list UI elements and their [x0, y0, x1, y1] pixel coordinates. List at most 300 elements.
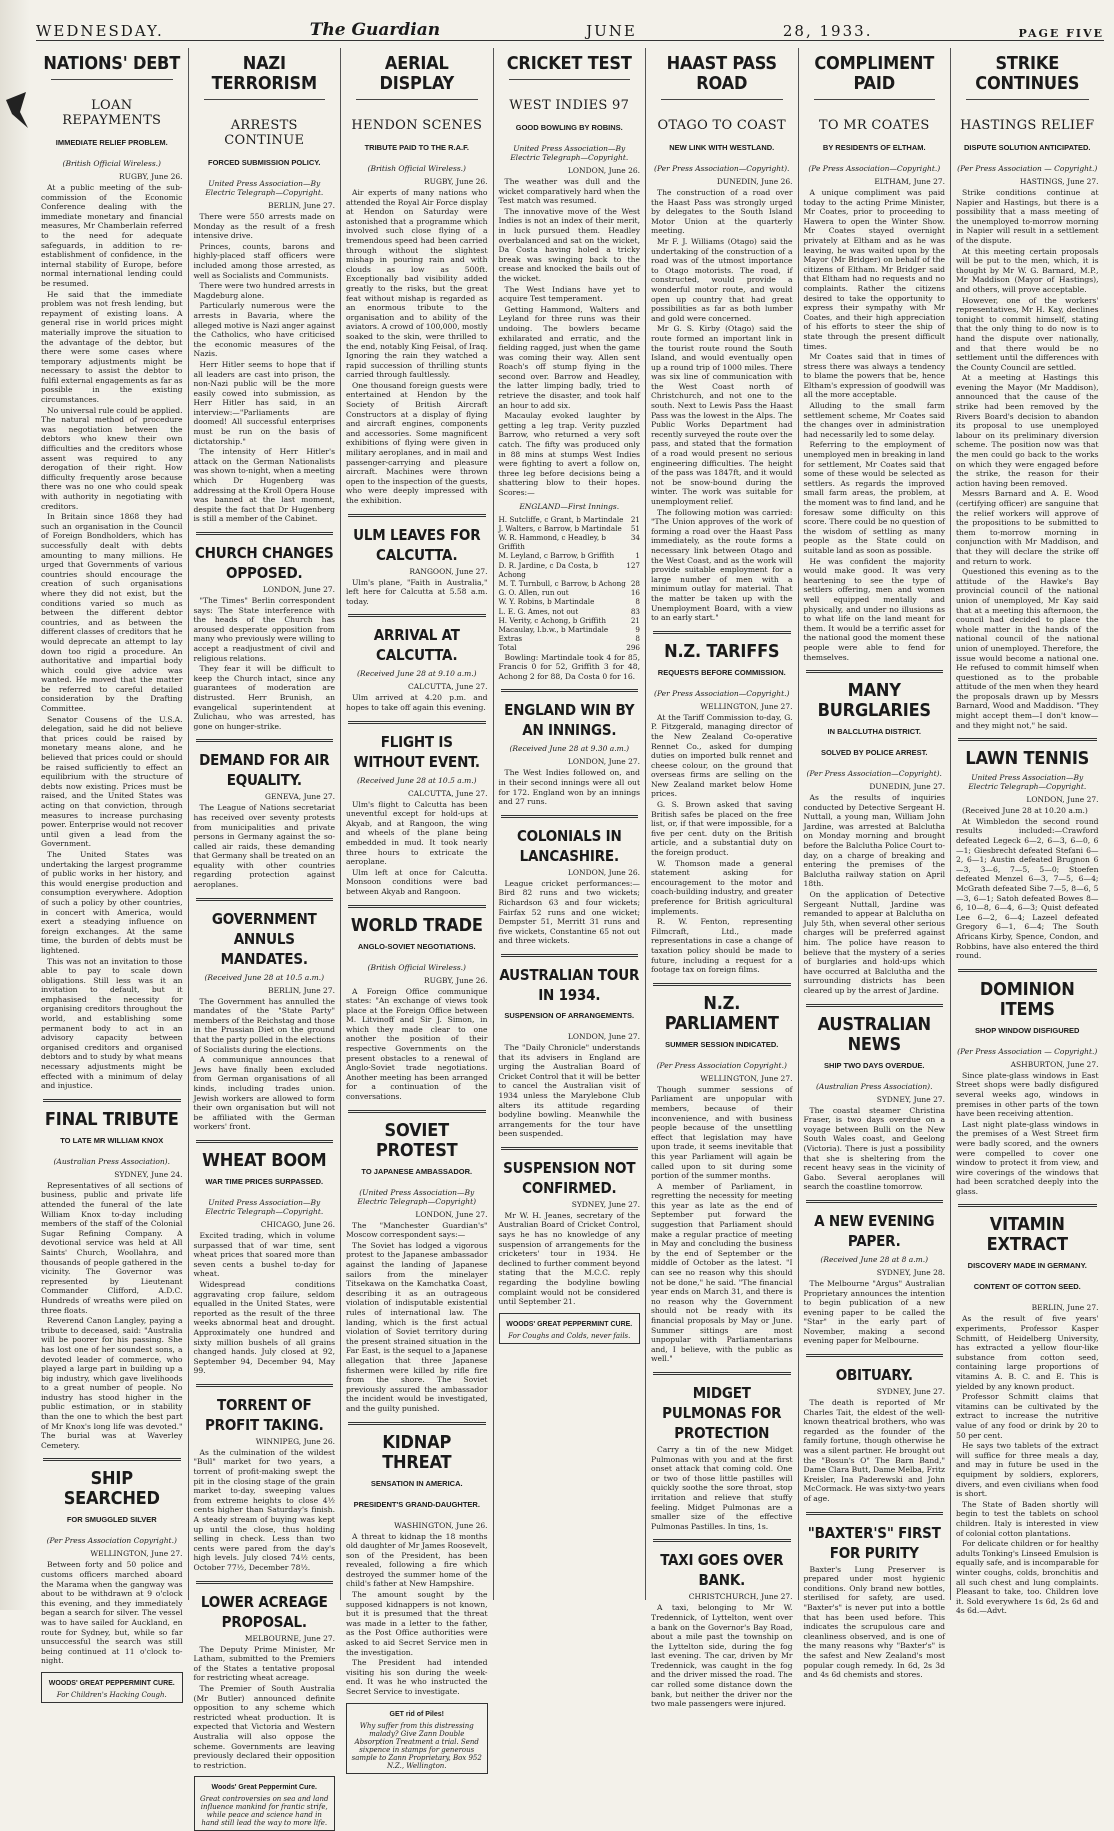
article-paragraph: Though summer sessions of Parliament are unpopular with members, because of their inconvenience, and with business people because of the unsettling effect that legislation may have upon trade, it seems inevitable that this year Parliament will again be called upon to sit during some portion of the summer months.: [651, 1084, 793, 1181]
batsman: J. Walters, c Barrow, b Martindale: [498, 523, 622, 533]
article-paragraph: Referring to the employment of unemployed men in breaking in land for settlement, Mr Coates said that some of these would be selected as settlers. As regards the improved small farm areas, the problem, at the moment was to find land, and he foresaw some difficulty on this score. There could be no question of the wisdom of settling as many people as the State could on suitable land as soon as possible.: [803, 440, 945, 555]
article-paragraph: One thousand foreign guests were entertained at Hendon by the Society of British Aircraft Constructors at a display of flying and aircraft engines, components and accessories. Some magnificent exhibitions of flying were given in military aeroplanes, and in mail and passenger-carrying and pleasure aircraft. Machines were thrown open to the inspection of the guests, who were deeply impressed with the exhibition.: [346, 380, 488, 505]
article: [651, 54, 793, 623]
article-paragraph: The amount sought by the supposed kidnappers is not known, but it is presumed that the threat was made in a letter to the father, as the Post Office authorities were asked to aid Secret Service men in the investigation.: [346, 1590, 488, 1657]
article-headline: MANY BURGLARIES: [817, 680, 931, 722]
article-headline: "BAXTER'S" FIRST FOR PURITY: [807, 1523, 941, 1562]
article-headline: SHIP SEARCHED: [63, 1468, 160, 1510]
article: [346, 721, 488, 897]
column-2: [189, 48, 342, 1828]
article-paragraph: "The Times" Berlin correspondent says: The State interference with the heads of the Church has aroused desperate opposition from many who previously were willing to accept a readjustment of civil and religious relations.: [193, 596, 335, 663]
article-paragraph: Ulm left at once for Calcutta. Monsoon conditions were bad between Akyab and Rangoon.: [346, 867, 488, 896]
article-dateline: WELLINGTON, June 27.: [700, 1073, 793, 1083]
article-dateline: BERLIN, June 27.: [1031, 1303, 1099, 1313]
article-dateline: BERLIN, June 27.: [268, 201, 335, 210]
article-deck: GOOD BOWLING BY ROBINS.: [515, 123, 623, 132]
section-divider: [806, 1354, 944, 1357]
article-paragraph: Princes, counts, barons and highly-placed staff officers were included among those arrested, as well as Socialists and Communists.: [193, 241, 335, 280]
article-deck: SHOP WINDOW DISFIGURED: [975, 1025, 1080, 1035]
batsman: M. Leyland, c Barrow, b Griffith: [498, 551, 615, 561]
article: [651, 631, 793, 975]
article-deck: DISPUTE SOLUTION ANTICIPATED.: [963, 143, 1091, 152]
headline-rule: [51, 79, 173, 80]
article-paragraph: Mr F. J. Williams (Otago) said the undertaking of the construction of a road was of the utmost importance to Otago motorists. The road, if constructed, would provide a wonderful motor route, and would open up country that had great possibilities as far as both lumber and gold were concerned.: [651, 236, 793, 323]
article: [804, 670, 946, 995]
article-headline: FINAL TRIBUTE: [44, 1108, 179, 1130]
article: [346, 1110, 488, 1414]
article-dateline: LONDON, June 27.: [567, 1031, 640, 1041]
article-paragraph: Questioned this evening as to the attitude of the Hawke's Bay provincial council of the national union of unemployed, Mr Kay said that at a meeting this afternoon, the council had decided to place the whole matter in the hands of the national council of the national union of unemployed. Therefore, the issue would become a national one. He refused to commit himself when questioned as to the probable attitude of the men when they heard the proposals drawn up by Messrs Barnard, Wood and Maddison. "They might accept them—I don't know—and they might not," he said.: [956, 567, 1099, 730]
advertisement: [41, 1672, 183, 1703]
article-paragraph: The Government has annulled the mandates of the "State Party" members of the Reichstag and those in the Prussian Diet on the ground that the party polled in the elections of Socialists during the elections.: [193, 996, 335, 1054]
masthead-paper-name: The Guardian: [309, 20, 441, 40]
article-dateline: WELLINGTON, June 27.: [90, 1549, 183, 1559]
article-deck: BY RESIDENTS OF ELTHAM.: [822, 143, 926, 152]
article-paragraph: Senator Cousens of the U.S.A. delegation, said he did not believe that prices could be raised by monetary means alone, and he believed that prices could or should be raised sufficiently to effect an equilibrium with the structure of debts now existing. Prices must be raised, and the United States was acting on that conviction, through measures to increase purchasing power. Enterprise would not recover until given a lead from the Government.: [41, 714, 183, 849]
article-subhead: OTAGO TO COAST: [657, 118, 786, 133]
article: [499, 815, 641, 946]
article-paragraph: No universal rule could be applied. The natural method of procedure was negotiation between the debtors who knew their own difficulties and the creditors whose assent was required to any derogation of their right. How difficulty frequently arose because there was no one who could speak with authority in negotiating with creditors.: [41, 405, 183, 511]
runs: 28: [630, 579, 640, 589]
batsman: W. Y. Robins, b Martindale: [498, 597, 595, 607]
article-source: (Per Press Association Copyright.): [46, 1536, 177, 1546]
article: [194, 532, 336, 731]
article-paragraph: He was confident the majority would make good. It was very heartening to see the type of settlers offering, men and women well equipped mentally and physically, and under no illusions as to what life on the land meant for them. It would be a terrific asset for the national good the moment these people were able to fend for themselves.: [803, 556, 945, 662]
article: [346, 54, 488, 506]
article-headline: DEMAND FOR AIR EQUALITY.: [199, 751, 330, 790]
article: [194, 898, 336, 1132]
ad-line: Why suffer from this distressing malady? Give Zann Double Absorption Treatment a trial. Send sixpence in stamps for generous sample to Zann Proprietary, Box 952 N.Z., Wellington.: [351, 1721, 482, 1770]
article-subhead: TO MR COATES: [818, 118, 930, 133]
article-paragraph: A threat to kidnap the 18 months old daughter of Mr James Roosevelt, son of the President, has been revealed, following a fire which destroyed the summer home of the child's father at New Hampshire.: [346, 1531, 488, 1589]
section-divider: [348, 905, 486, 908]
article-paragraph: Mr Coates said that in times of stress there was always a tendency to blame the powers that be, hence Eltham's expression of goodwill was all the more acceptable.: [803, 352, 945, 400]
article-subdeck: PRESIDENT'S GRAND-DAUGHTER.: [353, 1499, 480, 1509]
article-subhead: ARRESTS CONTINUE: [224, 118, 305, 148]
runs: 21: [630, 615, 640, 625]
article-paragraph: The Premier of South Australia (Mr Butler) announced definite opposition to any scheme which restricted wheat production. It is expected that Victoria and Western Australia will also oppose the scheme. Governments are leaving previously declared their opposition to restriction.: [193, 1683, 335, 1770]
headline-rule: [814, 99, 936, 100]
article-headline: WHEAT BOOM: [202, 1149, 327, 1171]
article-paragraph: The United States was undertaking the largest programme of public works in her history, and this would energise production and consumption everywhere. Adoption of such a policy by other countries, in concert with America, would exert a steadying influence on foreign exchanges. At the same time, the burden of debts must be lightened.: [41, 849, 183, 955]
article-dateline: LONDON, June 27.: [1026, 795, 1099, 805]
article-headline: HAAST PASS ROAD: [666, 53, 777, 94]
article-paragraph: Alluding to the small farm settlement scheme, Mr Coates said the changes over in administration had necessarily led to some delay.: [803, 401, 945, 439]
article-dateline: RUGBY, June 26.: [423, 975, 488, 985]
runs: 16: [630, 588, 640, 598]
article-subhead: HENDON SCENES: [351, 118, 483, 133]
headline-rule: [661, 99, 783, 100]
section-divider: [348, 1110, 486, 1113]
article-dateline: DUNEDIN, June 27.: [869, 782, 945, 792]
article-dateline: WINNIPEG, June 26.: [255, 1436, 335, 1446]
batsman: G. O. Allen, run out: [498, 588, 569, 598]
section-divider: [196, 1140, 334, 1143]
runs: 1: [635, 551, 640, 561]
article-dateline: CALCUTTA, June 27.: [407, 682, 488, 692]
masthead-date: 28, 1933.: [782, 22, 873, 40]
article-dateline: LONDON, June 26.: [567, 166, 640, 175]
article-dateline: BERLIN, June 27.: [268, 985, 335, 995]
scorecard-row: [499, 607, 641, 616]
runs: 21: [630, 514, 640, 524]
column-5: [646, 48, 799, 1709]
article-paragraph: This was not an invitation to those able to pay to scale down obligations. Still less was it an invitation to default, but it emphasised the necessity for organising creditors throughout the world, and establishing some permanent body to act in an advisory capacity between organised creditors and organised debtors and to study by what means necessary adjustments might be effected with a minimum of delay and injustice.: [41, 956, 183, 1091]
batsman: D. R. Jardine, c Da Costa, b Achong: [498, 560, 599, 579]
article-paragraph: Ulm arrived at 4.20 p.m. and hopes to take off again this evening.: [346, 693, 488, 712]
article-headline: NAZI TERRORISM: [211, 53, 317, 94]
section-divider: [501, 1147, 639, 1150]
article-paragraph: As the culmination of the wildest "Bull" market for two years, a torrent of profit-making swept the pit in the closing stage of the grain market to-day, sweeping values from extreme heights to close 4½ cents higher than Saturday's finish. A steady stream of buying was kept up until the close, thus holding selling in check. Less than two cents were pared from the day's high levels. July closed 74½ cents, October 77½, December 78½.: [193, 1447, 335, 1572]
section-divider: [806, 1512, 944, 1515]
section-divider: [501, 689, 639, 692]
article-headline: A NEW EVENING PAPER.: [814, 1211, 935, 1250]
article-dateline: ASHBURTON, June 27.: [1010, 1059, 1099, 1069]
article-subdeck: SOLVED BY POLICE ARREST.: [820, 748, 928, 758]
page-fold-shadow: [0, 0, 30, 1610]
section-divider: [501, 954, 639, 957]
runs: 51: [630, 523, 640, 533]
article: [346, 614, 488, 712]
article-headline: TORRENT OF PROFIT TAKING.: [204, 1395, 324, 1434]
ad-title: WOODS' GREAT PEPPERMINT CURE.: [48, 1679, 175, 1687]
runs: 34: [630, 533, 640, 542]
article-dateline: WELLINGTON, June 27.: [700, 701, 793, 711]
article-paragraph: On the application of Detective Sergeant Nuttall, Jardine was remanded to appear at Balclutha on July 5th, when several other serious charges will be preferred against him. The police have reason to believe that the mystery of a series of burglaries and hold-ups which have occurred at Balclutha and the surrounding districts has been cleared up by the arrest of Jardine.: [803, 890, 945, 995]
article: [194, 1140, 336, 1376]
masthead: [36, 18, 1104, 41]
article-paragraph: In Britain since 1868 they had such an organisation in the Council of Foreign Bondholders, which has successfully dealt with debts amounting to many millions. He urged that Governments of various countries should encourage the creation of such organisations where they did not exist, but the conditions varied so much as between the different debtor countries, and as between the different classes of creditors that he would deprecate an attempt to lay down too rigid a procedure. An authoritative and impartial body which could give advice was wanted. He moved that the matter be referred to careful detailed consideration by the Drafting Committee.: [41, 512, 183, 714]
article-headline: ARRIVAL AT CALCUTTA.: [373, 626, 460, 665]
article-deck: NEW LINK WITH WESTLAND.: [669, 143, 775, 152]
article-deck: SHIP TWO DAYS OVERDUE.: [824, 1060, 925, 1070]
article-paragraph: Widespread conditions aggravating crop failure, seldom equalled in the United States, were reported as the result of the three weeks abnormal heat and drought. Approximately one hundred and sixty million bushels of all grains changed hands. July closed at 92, September 94, December 94, May 99.: [193, 1279, 335, 1376]
article: [499, 1147, 641, 1307]
article-dateline: DUNEDIN, June 26.: [716, 177, 793, 186]
article-dateline: LONDON, June 26.: [567, 867, 640, 877]
article-paragraph: As the results of inquiries conducted by Detective Sergeant H. Nuttall, a young man, William John Jardine, was arrested at Balclutha on Monday morning and brought before the Balclutha Police Court to-day, on a charge of breaking and entering the premises of the Balclutha railway station on April 18th.: [803, 793, 945, 889]
article-paragraph: The President had intended visiting his son during the week-end. It was he who instructed the Secret Service to investigate.: [346, 1658, 488, 1696]
article-headline: ULM LEAVES FOR CALCUTTA.: [353, 525, 481, 564]
section-divider: [958, 738, 1097, 741]
article-paragraph: Reverend Canon Langley, paying a tribute to deceased, said: "Australia will be poorer for his passing. She has lost one of her soundest sons, a devoted leader of commerce, who played a large part in building up a big industry, which gave livelihoods to a great number of people. No industry has stood higher in the public estimation, or in stability than the one to which the best part of Mr Knox's long life was devoted." The burial was at Waverley Cemetery.: [41, 1316, 183, 1450]
article-deck: TRIBUTE PAID TO THE R.A.F.: [364, 143, 469, 152]
article-paragraph: He said that the immediate problem was not fresh lending, but repayment of existing loans. A general rise in world prices might materially improve the situation to the advantage of the debtor, but there were some cases where temporary adjustments might be necessary to assist the debtor to fulfil external engagements as far as possible in the existing circumstances.: [41, 289, 183, 405]
article-paragraph: At the Tariff Commission to-day, G. P. Fitzgerald, managing director of the New Zealand Co-operative Rennet Co., asked for dumping duties on imported bulk rennet and cheese colour, on the ground that overseas firms are selling on the New Zealand market below Home prices.: [651, 712, 793, 799]
runs: 8: [635, 597, 640, 607]
article-paragraph: The Melbourne "Argus" Australian Proprietary announces the intention to begin publication of a new evening paper to be called the "Star" in the early part of November, making a second evening paper for Melbourne.: [803, 1278, 945, 1346]
runs: 296: [626, 643, 640, 653]
section-divider: [348, 721, 486, 724]
article-paragraph: At a public meeting of the sub-commission of the Economic Conference dealing with the immediate monetary and financial measures, Mr Chamberlain referred to the need for adequate safeguards, in addition to re-establishment of confidence, in the internal stability of Europe, before normal international lending could be resumed.: [41, 183, 183, 288]
article-paragraph: There were two hundred arrests in Magdeburg alone.: [193, 281, 335, 300]
section-divider: [806, 1200, 944, 1203]
article-dateline: CALCUTTA, June 27.: [407, 788, 488, 798]
article-paragraph: Air experts of many nations who attended the Royal Air Force display at Hendon on Saturday were astonished that a programme which involved such close flying of a tremendous speed had been carried through without the slightest mishap in pouring rain and with clouds as low as 500ft. Exceptionally bad visibility added greatly to the risks, but the great feat without mishap is regarded as an enormous tribute to the organisation and to ability of the aviators. A crowd of 100,000, mostly soaked to the skin, were thrilled to the end, notably King Feisal, of Iraq. Ignoring the rain they watched a rapid succession of thrilling stunts carried through faultlessly.: [346, 188, 488, 380]
article-source: United Press Association—By Electric Telegraph—Copyright.: [510, 144, 629, 162]
advertisement: [346, 1703, 488, 1774]
runs: 8: [635, 634, 640, 644]
article-dateline: ELTHAM, June 27.: [874, 177, 945, 186]
pen-nib-icon: [4, 90, 30, 130]
article-dateline: GENEVA, June 27.: [264, 792, 335, 802]
article-source: (Received June 28 at 9.10 a.m.): [356, 669, 477, 679]
scorecard-row: [499, 533, 641, 551]
article-source: (Received June 28 at 10.5 a.m.): [356, 775, 477, 785]
article-paragraph: G. S. Brown asked that saving British safes be placed on the free list, or, if that were impossible, for a five per cent. duty on the British article, and a substantial duty on the foreign product.: [651, 800, 793, 858]
headline-rule: [509, 79, 631, 80]
article-source: (British Official Wireless.): [367, 164, 466, 173]
article-deck: IMMEDIATE RELIEF PROBLEM.: [55, 138, 168, 147]
article-dateline: RUGBY, June 26.: [118, 172, 183, 181]
article-dateline: LONDON, June 27.: [262, 585, 335, 594]
article-deck: ANGLO-SOVIET NEGOTIATIONS.: [357, 941, 476, 951]
article: [804, 54, 946, 662]
article-deck: SUMMER SESSION INDICATED.: [665, 1039, 779, 1049]
article-headline: ENGLAND WIN BY AN INNINGS.: [504, 701, 635, 740]
bowling-summary: Bowling: Martindale took 4 for 85, Francis 0 for 52, Griffith 3 for 48, Achong 2 for 88, Da Costa 0 for 16.: [498, 652, 640, 681]
section-divider: [348, 514, 486, 517]
article-dateline: LONDON, June 27.: [567, 757, 640, 767]
article-paragraph: However, one of the workers' representatives, Mr H. Kay, declines tonight to commit himself, stating that the only thing to do now is to hand the dispute over nationally, and that there would be no settlement until the differences with the County Council are settled.: [956, 295, 1099, 372]
headline-rule: [356, 99, 478, 100]
article-headline: MIDGET PULMONAS FOR PROTECTION: [662, 1383, 782, 1442]
article-subhead: HASTINGS RELIEF: [960, 118, 1095, 133]
article-headline: FLIGHT IS WITHOUT EVENT.: [353, 732, 480, 771]
section-divider: [196, 1581, 334, 1584]
article-deck: DISCOVERY MADE IN GERMANY.: [967, 1261, 1087, 1271]
article-paragraph: The following motion was carried: "The Union approves of the work of forming a road over the Haast Pass immediately, as the route forms a necessary link between Otago and the West Coast, and as the work will provide suitable employment for a large number of men with a minimum outlay for material. That the matter be taken up with the Unemployment Board, with a view to an early start.": [651, 507, 793, 623]
article-paragraph: The West Indies followed on, and in their second innings were all out for 172. England won by an innings and 27 runs.: [498, 768, 640, 807]
section-divider: [958, 1204, 1097, 1207]
scorecard-row: [499, 634, 641, 643]
article-source: (British Official Wireless.): [367, 962, 466, 972]
runs: 83: [630, 606, 640, 616]
article-paragraph: Carry a tin of the new Midget Pulmonas with you and at the first onset attack that coming cold. One or two of those little pastilles will quickly soothe the sore throat, stop irritation and relieve that stuffy feeling. Midget Pulmonas are a smaller size of the effective Pulmonas Pastilles. In tins, 1s.: [651, 1444, 793, 1531]
ad-line: For Coughs and Colds, never fails.: [508, 1331, 631, 1340]
scorecard-title: ENGLAND—First Innings.: [519, 501, 620, 511]
article-paragraph: Baxter's Lung Preserver is prepared under most hygienic conditions. Only brand new bottles, sterilised for safety, are used. "Baxter's" is never put into a bottle that has been used before. This indicates the scrupulous care and cleanliness observed, and is one of the many reasons why "Baxter's" is the safest and New Zealand's most popular cough remedy. In 6d, 2s 3d and 4s 6d chemists and stores.: [803, 1564, 945, 1680]
article: [499, 689, 641, 806]
scorecard-row: [499, 588, 641, 597]
section-divider: [348, 614, 486, 617]
masthead-page-number: PAGE FIVE: [1018, 27, 1104, 40]
ad-title: GET rid of Piles!: [389, 1710, 444, 1718]
article-paragraph: W. Thomson made a general statement asking for encouragement to the motor and coach-building industry, and greater preference for British agricultural implements.: [651, 858, 793, 916]
scorecard-row: [499, 579, 641, 588]
article-paragraph: At this meeting certain proposals will be put to the men, which, it is thought by Mr W. G. Barnard, M.P., Mr Maddison (Mayor of Hastings), and others, will prove acceptable.: [956, 246, 1099, 294]
article-dateline: MELBOURNE, June 27.: [244, 1633, 335, 1643]
article-source: (British Official Wireless.): [62, 159, 161, 168]
article: [804, 1200, 946, 1346]
article-source: (Australian Press Association).: [816, 1081, 933, 1091]
article-source: (Received June 28 at 9.30 a.m.): [509, 744, 630, 754]
scorecard-row: [499, 551, 641, 560]
article-paragraph: The League of Nations secretariat has received over seventy protests from municipalities and private persons in Germany against the so-called air raids, these demanding that Germany shall be treated on an equality with other countries regarding protection against aeroplanes.: [193, 803, 335, 890]
article-dateline: LONDON, June 27.: [415, 1209, 488, 1219]
article-dateline: SYDNEY, June 28.: [876, 1267, 945, 1277]
article-dateline: SYDNEY, June 27.: [876, 1094, 945, 1104]
article: [651, 983, 793, 1364]
article-paragraph: The innovative move of the West Indies is not an index of their merit, in luck pursued them. Headley overbalanced and sat on the wicket, Da Costa having holed a tricky break was swinging back to the crease and knocked the bails out of the wicket.: [498, 206, 640, 283]
article-headline: STRIKE CONTINUES: [975, 53, 1080, 94]
article: [956, 969, 1099, 1197]
scorecard-row: [499, 643, 641, 652]
section-divider: [958, 969, 1097, 972]
article-headline: AUSTRALIAN NEWS: [817, 1013, 931, 1055]
article-headline: GOVERNMENT ANNULS MANDATES.: [211, 909, 317, 968]
article-paragraph: The Soviet has lodged a vigorous protest to the Japanese ambassador against the landing of Japanese sailors from the minelayer Titsekawa on the Kamchatka Coast, describing it as an outrageous violation of indisputable existential rules of international law. The landing, which is the first actual violation of Soviet territory during the present strained situation in the Far East, is the sequel to a Japanese allegation that three Japanese fishermen were killed by rifle fire from the shore. The Soviet previously assured the ambassador the incident would be investigated, and the guilty punished.: [346, 1240, 488, 1413]
article-deck: SUSPENSION OF ARRANGEMENTS.: [504, 1010, 635, 1020]
article-source: (Per Press Association—Copyright).: [806, 769, 942, 779]
scorecard-row: [499, 597, 641, 606]
article: [956, 1204, 1099, 1615]
article-dateline: SYDNEY, June 24.: [114, 1169, 183, 1179]
article-paragraph: They fear it will be difficult to keep the Church intact, since any guarantees of moderation are distrusted. Herr Brunish, an evangelical superintendent at Zulichau, who was arrested, has gone on hunger-strike.: [193, 664, 335, 731]
article-paragraph: The Deputy Prime Minister, Mr Latham, submitted to the Premiers of the States a tentative proposal for restricting wheat acreage.: [193, 1644, 335, 1683]
article: [194, 739, 336, 889]
article-paragraph: The "Daily Chronicle" understands that its advisers in England are urging the Australian Board of Cricket Control that it will be better to cancel the Australian visit of 1934 unless the Marylebone Club alters its attitude regarding bodyline bowling. Meanwhile the arrangements for the tour have been suspended.: [498, 1042, 640, 1139]
article-paragraph: A communique announces that Jews have finally been excluded from German organisations of all kinds, including trades union. Jewish workers are allowed to form their own organisation but will not be affiliated with the German workers' front.: [193, 1055, 335, 1132]
article-headline: AERIAL DISPLAY: [379, 53, 454, 94]
section-divider: [348, 1422, 486, 1425]
section-divider: [43, 1099, 181, 1102]
article: [804, 1512, 946, 1680]
article-paragraph: The intensity of Herr Hitler's attack on the German Nationalists was shown to-night, when a meeting which Dr Hugenberg was addressing at the Kroll Opera House was banned at the last moment, despite the fact that Dr Hugenberg is still a member of the Cabinet.: [193, 447, 335, 524]
column-3: [341, 48, 494, 1770]
article-headline: SUSPENSION NOT CONFIRMED.: [503, 1158, 636, 1197]
advertisement: [499, 1313, 641, 1344]
article-paragraph: Mr G. S. Kirby (Otago) said the route formed an important link in the tourist route round the South Island, and would eventually open up a round trip of 1000 miles. There was six line of communication with the West Coast north of Christchurch, and not one to the south. Next to Lewis Pass the Haast Pass was the lowest in the Alps. The Public Works Department had recently surveyed the route over the pass, and stated that the formation of a road would present no serious engineering difficulties. The height of the pass was 1847ft, and it would not be snow-bound during the winter. The work was suitable for unemployment relief.: [651, 324, 793, 506]
article-paragraph: Professor Schmitt claims that vitamins can be cultivated by the extract to increase the nutritive value of any food or drink by 20 to 50 per cent.: [956, 1392, 1099, 1440]
article-paragraph: Messrs Barnard and A. E. Wood (certifying officer) are sanguine that the relief workers will approve of the propositions to be submitted to them to-morrow morning in conjunction with Mr Maddison, and that they will declare the strike off and return to work.: [956, 489, 1099, 566]
batsman: W. R. Hammond, c Headley, b Griffith: [498, 533, 607, 552]
article-headline: OBITUARY.: [835, 1366, 913, 1385]
article: [346, 514, 488, 607]
article-headline: NATIONS' DEBT: [43, 53, 181, 74]
article-paragraph: The State of Baden shortly will begin to test the tablets on school children. Italy is interested in view of colonial cotton plantations.: [956, 1499, 1099, 1538]
article-source: (Per Press Association Copyright.): [656, 1060, 787, 1070]
batsman: H. Verity, c Achong, b Griffith: [498, 615, 606, 625]
article-source: (Received June 28 at 8 a.m.): [820, 1254, 929, 1264]
column-6: [799, 48, 952, 1680]
article-subhead: WEST INDIES 97: [509, 98, 630, 113]
article-paragraph: Last night plate-glass windows in the premises of a West Street firm were badly scored, and the owners were compelled to cover one window to protect it from view, and wire coverings of the windows that had been scratched deeply into the glass.: [956, 1119, 1099, 1196]
article-headline: N.Z. PARLIAMENT: [664, 992, 779, 1034]
article-paragraph: Macaulay evoked laughter by getting a leg trap. Verity puzzled Barrow, who returned a very soft catch. The fifty was produced only in 88 mins at stumps West Indies were fighting to avert a follow on, three leg before decisions being a shattering blow to their hopes. Scores:—: [498, 411, 640, 497]
article: [651, 1372, 793, 1531]
batsman: M. T. Turnbull, c Barrow, b Achong: [498, 579, 626, 589]
article-paragraph: Representatives of all sections of business, public and private life attended the funeral of the late William Knox to-day including members of the staff of the Colonial Sugar Refining Company. A devotional service was held at All Saints' Church, Woollahra, and thousands of people gathered in the vicinity. The Governor was represented by Lieutenant Commander Clifford, A.D.C. Hundreds of wreaths were piled on three floats.: [41, 1180, 183, 1315]
article-headline: AUSTRALIAN TOUR IN 1934.: [499, 965, 640, 1004]
article-paragraph: A taxi, belonging to Mr W. Tredennick, of Lyttelton, went over a bank on the Governor's Bay Road, about a mile past the township on the Lyttelton side, during the fog last evening. The car, driven by Mr Tredennick, was caught in the fog and the driver missed the road. The car rolled some distance down the bank, but neither the driver nor the two male passengers were injured.: [651, 1603, 793, 1709]
article: [346, 905, 488, 1102]
article-source: (Australian Press Association).: [53, 1156, 170, 1166]
article-headline: VITAMIN EXTRACT: [986, 1214, 1068, 1256]
article-paragraph: The death is reported of Mr Charles Tait, the eldest of the well-known theatrical brothers, who was regarded as the founder of the family fortune, though otherwise he was a silent partner. He brought out the "Bosun's O" The Barn Band," Dame Clara Butt, Dame Melba, Fritz Kreisler, Ina Paderewski and John McCormack. He was sixty-two years of age.: [803, 1398, 945, 1503]
ad-line: For Children's Hacking Cough.: [56, 1690, 167, 1699]
article-dateline: SYDNEY, June 27.: [571, 1199, 640, 1209]
article-paragraph: Strike conditions continue at Napier and Hastings, but there is a possibility that a mass meeting of the unemployed to-morrow morning in Napier will result in a settlement of the dispute.: [956, 188, 1099, 245]
scorecard-row: [499, 616, 641, 625]
article-source: (Per Press Association—Copyright).: [654, 164, 790, 173]
article-paragraph: (Received June 28 at 10.20 a.m.): [962, 806, 1088, 816]
article-paragraph: League cricket performances:—Bird 82 runs and two wickets; Richardson 63 and four wickets; Fairfax 52 runs and one wicket; Dempster 51, Merritt 31 runs and five wickets, Constantine 65 not out and three wickets.: [498, 878, 640, 946]
batsman: Macaulay, l.b.w., b Martindale: [498, 625, 609, 635]
article: [346, 1422, 488, 1697]
article-headline: COLONIALS IN LANCASHIRE.: [516, 826, 622, 865]
article-paragraph: As the result of five years' experiments, Professor Kasper Schmitt, of Heidelberg University, has extracted a yellow flour-like substance from cotton seed, containing large proportions of vitamins A. B. C. and E. This is yielded by any known product.: [956, 1314, 1099, 1391]
column-4: [494, 48, 647, 1600]
section-divider: [501, 815, 639, 818]
article-headline: DOMINION ITEMS: [979, 978, 1075, 1020]
article-paragraph: Excited trading, which in volume surpassed that of war time, sent wheat prices that soared more than seven cents a bushel to-day for wheat.: [193, 1230, 335, 1279]
article-source: (Per Press Association — Copyright.): [957, 1046, 1098, 1056]
article: [804, 1354, 946, 1504]
article-deck: TO LATE MR WILLIAM KNOX: [60, 1135, 164, 1145]
article-source: United Press Association—By Electric Telegraph—Copyright.: [968, 773, 1087, 792]
article-paragraph: Getting Hammond, Walters and Leyland for three runs was their undoing. The bowlers became exhilarated and erratic, and the fielding ragged, just when the game was coming their way. Allen sent Roach's off stump flying in the second over. Barrow and Headley, the latter limping badly, tried to retrieve the disaster, and took half an hour to add six.: [498, 304, 640, 410]
article-deck: IN BALCLUTHA DISTRICT.: [827, 727, 921, 737]
article-paragraph: Since plate-glass windows in East Street shops were badly disfigured several weeks ago, windows in premises in other parts of the town have been receiving attention.: [956, 1070, 1099, 1119]
batsman: Extras: [498, 634, 523, 644]
article: [194, 1581, 336, 1771]
scorecard-row: [499, 625, 641, 634]
article: [956, 54, 1099, 730]
column-1: [36, 48, 189, 1699]
article-paragraph: A Foreign Office communique states: "An exchange of views took place at the Foreign Office between M. Litvinoff and Sir J. Simon, in which they made clear to one another the position of their respective Governments on the present obstacles to a renewal of Anglo-Soviet trade negotiations. Another meeting has been arranged for a continuation of the conversations.: [346, 986, 488, 1102]
article-paragraph: Herr Hitler seems to hope that if all leaders are cast into prison, the non-Nazi public will be the more easily cowed into submission, as Herr Hitler has said, in an interview:—"Parliaments are doomed! All successful enterprises must be run on the basis of dictatorship.": [193, 359, 335, 446]
headline-rule: [204, 99, 326, 100]
columns-container: [36, 48, 1104, 1828]
scorecard-row: [499, 524, 641, 533]
article-dateline: RANGOON, June 27.: [409, 566, 488, 576]
article-paragraph: The construction of a road over the Haast Pass was strongly urged by delegates to the South Island Motor Union at the quarterly meeting.: [651, 188, 793, 236]
batsman: Total: [498, 643, 517, 653]
article: [194, 1384, 336, 1573]
article-headline: LOWER ACREAGE PROPOSAL.: [200, 1592, 328, 1631]
article-deck: SENSATION IN AMERICA.: [370, 1478, 463, 1488]
article-headline: COMPLIMENT PAID: [814, 53, 935, 94]
article-deck: TO JAPANESE AMBASSADOR.: [361, 1166, 473, 1176]
article: [499, 54, 641, 681]
scorecard-row: [499, 515, 641, 524]
ad-title: WOODS' GREAT PEPPERMINT CURE.: [506, 1320, 633, 1328]
article-paragraph: There were 550 arrests made on Monday as the result of a fresh intensive drive.: [193, 212, 335, 241]
section-divider: [196, 532, 334, 535]
article-dateline: CHRISTCHURCH, June 27.: [688, 1592, 793, 1602]
article-source: (Received June 28 at 10.5 a.m.): [204, 972, 325, 982]
article: [194, 54, 336, 524]
article: [804, 1004, 946, 1192]
article-deck: WAR TIME PRICES SURPASSED.: [205, 1176, 324, 1186]
ad-title: Woods' Great Peppermint Cure.: [211, 1784, 317, 1792]
article-deck: REQUESTS BEFORE COMMISSION.: [657, 667, 786, 677]
runs: 9: [635, 625, 640, 635]
article: [499, 954, 641, 1139]
article-paragraph: For delicate children or for healthy adults Tonking's Linseed Emulsion is equally safe, and is incomparable for winter coughs, colds, bronchitis and all such chest and lung complaints. Pleasant to take, too. Children love it. Sold everywhere 1s 6d, 2s 6d and 4s 6d.—Advt.: [956, 1539, 1099, 1616]
section-divider: [196, 898, 334, 901]
section-divider: [806, 670, 944, 673]
article: [651, 1539, 793, 1709]
article-deck: FOR SMUGGLED SILVER: [66, 1515, 157, 1525]
section-divider: [806, 1004, 944, 1007]
article-paragraph: Particularly numerous were the arrests in Bavaria, where the alleged motive is Nazi anger against the Catholics, who have criticised the economic measures of the Nazis.: [193, 301, 335, 359]
article-dateline: HASTINGS, June 27.: [1019, 177, 1099, 186]
article-paragraph: Between forty and 50 police and customs officers marched aboard the Marama when the gangway was about to be withdrawn at 9 o'clock this evening, and they immediately began a search for silver. The vessel was to have sailed for Auckland, en route for Sydney, but, while so far unsuccessful the search was still being continued at 11 o'clock to-night.: [41, 1560, 183, 1666]
article-headline: N.Z. TARIFFS: [664, 640, 780, 662]
article-paragraph: The West Indians have yet to acquire Test temperament.: [498, 284, 640, 304]
